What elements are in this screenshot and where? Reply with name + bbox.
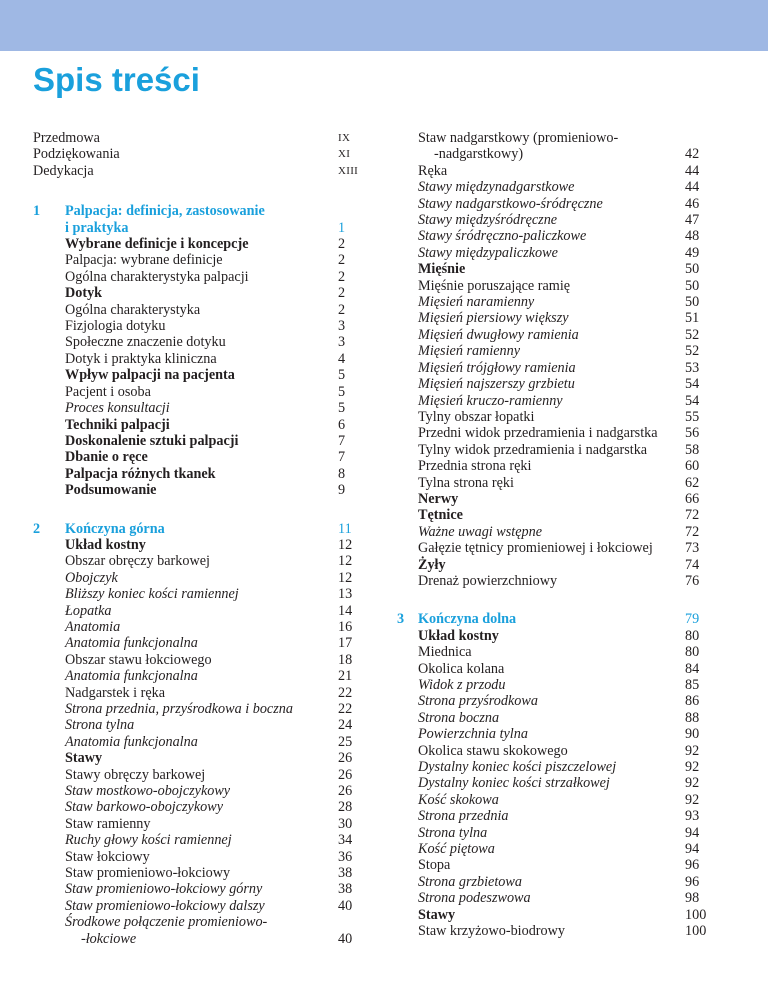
toc-entry[interactable]	[33, 816, 362, 832]
entry-page: 28	[338, 799, 353, 816]
entry-page: 46	[685, 195, 700, 212]
toc-entry[interactable]	[397, 475, 711, 491]
chapter-number: 1	[33, 203, 41, 220]
toc-entry[interactable]	[397, 310, 711, 326]
toc-entry[interactable]	[397, 507, 711, 523]
entry-title: Staw mostkowo-obojczykowy	[65, 783, 231, 800]
toc-entry[interactable]	[33, 351, 362, 367]
toc-entry[interactable]	[397, 228, 711, 244]
entry-page: 73	[685, 540, 700, 557]
entry-title-cont: -łokciowe	[81, 930, 137, 947]
toc-entry[interactable]	[33, 482, 362, 498]
entry-title: Dystalny koniec kości piszczelowej	[418, 759, 617, 776]
entry-page: 5	[338, 400, 346, 417]
toc-entry[interactable]	[33, 832, 362, 848]
toc-entry[interactable]	[33, 865, 362, 881]
toc-entry[interactable]	[33, 537, 362, 553]
entry-page: 9	[338, 482, 346, 499]
entry-title: Staw promieniowo-łokciowy dalszy	[65, 897, 265, 914]
entry-page: 96	[685, 873, 700, 890]
toc-entry[interactable]	[397, 245, 711, 261]
entry-page: 98	[685, 890, 700, 907]
entry-title: Strona przednia, przyśrodkowa i boczna	[65, 701, 293, 717]
entry-page: 84	[685, 660, 700, 677]
entry-page: 26	[338, 750, 353, 767]
toc-entry[interactable]	[33, 881, 362, 897]
entry-title: Tętnice	[418, 507, 463, 524]
toc-entry[interactable]	[33, 400, 362, 416]
toc-entry[interactable]	[33, 652, 362, 668]
toc-entry[interactable]	[397, 792, 711, 808]
entry-title: Ogólna charakterystyka	[65, 301, 201, 318]
entry-title: Stawy międzypaliczkowe	[418, 244, 558, 261]
toc-entry[interactable]	[397, 442, 711, 458]
chapter-2-heading[interactable]	[33, 521, 362, 537]
chapter-title-cont: i praktyka	[65, 219, 129, 236]
entry-page: 38	[338, 865, 353, 882]
entry-title: Dedykacja	[33, 162, 94, 179]
entry-page: 49	[685, 244, 700, 261]
entry-page: 5	[338, 367, 346, 384]
entry-title: Żyły	[418, 556, 446, 573]
toc-entry[interactable]	[397, 360, 711, 376]
entry-page: 44	[685, 162, 700, 179]
entry-title: Nadgarstek i ręka	[65, 684, 166, 701]
top-band	[0, 0, 768, 51]
entry-title: Staw nadgarstkowy (promieniowo-	[418, 130, 619, 146]
entry-page: 6	[338, 416, 346, 433]
entry-title: Dystalny koniec kości strzałkowej	[418, 775, 610, 792]
entry-page: 50	[685, 277, 700, 294]
entry-title: Strona tylna	[418, 824, 488, 841]
toc-entry[interactable]	[397, 179, 711, 195]
toc-entry[interactable]	[397, 343, 711, 359]
toc-entry[interactable]	[397, 644, 711, 660]
entry-title: Staw łokciowy	[65, 848, 150, 865]
toc-entry[interactable]	[397, 775, 711, 791]
entry-page: 40	[338, 897, 353, 914]
entry-page: 12	[338, 553, 353, 570]
toc-entry[interactable]	[397, 759, 711, 775]
toc-entry[interactable]	[397, 874, 711, 890]
entry-title: Mięsień ramienny	[418, 343, 521, 360]
entry-title: Kość skokowa	[418, 791, 499, 808]
entry-page: 7	[338, 432, 346, 449]
toc-entry[interactable]	[397, 710, 711, 726]
entry-title: Tylna strona ręki	[418, 474, 514, 491]
entry-page: 50	[685, 261, 700, 278]
entry-page: 8	[338, 465, 346, 482]
entry-title: Anatomia	[65, 618, 121, 635]
entry-title: Ważne uwagi wstępne	[418, 523, 543, 540]
entry-title: Stopa	[418, 857, 451, 874]
toc-entry[interactable]	[33, 302, 362, 318]
entry-page: 66	[685, 490, 700, 507]
entry-page: 2	[338, 268, 346, 285]
entry-title: Anatomia funkcjonalna	[65, 668, 198, 685]
chapter-page: 79	[685, 611, 700, 628]
toc-entry[interactable]	[397, 923, 711, 939]
toc-entry[interactable]	[397, 212, 711, 228]
toc-entry[interactable]	[397, 294, 711, 310]
entry-page: 42	[685, 146, 700, 163]
entry-title: Wybrane definicje i koncepcje	[65, 236, 249, 253]
entry-title: Techniki palpacji	[65, 416, 170, 433]
entry-title: Nerwy	[418, 490, 459, 507]
entry-page: 52	[685, 343, 700, 360]
entry-title: Obojczyk	[65, 569, 118, 586]
entry-page: 55	[685, 408, 700, 425]
entry-title: Okolica kolana	[418, 660, 505, 677]
entry-title: Widok z przodu	[418, 677, 506, 693]
entry-title-cont: -nadgarstkowy)	[434, 146, 524, 163]
entry-title: Wpływ palpacji na pacjenta	[65, 367, 235, 384]
entry-title: Staw promieniowo-łokciowy	[65, 865, 231, 882]
entry-page: 40	[338, 930, 353, 947]
toc-entry[interactable]	[397, 808, 711, 824]
entry-page: 3	[338, 334, 346, 351]
entry-title: Stawy obręczy barkowej	[65, 766, 206, 783]
toc-entry[interactable]	[397, 196, 711, 212]
entry-page: 92	[685, 791, 700, 808]
entry-title: Anatomia funkcjonalna	[65, 635, 198, 652]
toc-entry[interactable]	[33, 466, 362, 482]
toc-entry[interactable]	[397, 825, 711, 841]
entry-title: Przedmowa	[33, 130, 100, 146]
toc-entry[interactable]	[397, 163, 711, 179]
entry-title: Staw barkowo-obojczykowy	[65, 799, 224, 816]
entry-page: 22	[338, 701, 353, 717]
page-title: Spis treści	[33, 61, 200, 98]
entry-title: Tylny widok przedramienia i nadgarstka	[418, 441, 648, 458]
entry-page: 13	[338, 586, 353, 603]
chapter-title: Kończyna dolna	[418, 611, 517, 628]
toc-entry[interactable]	[397, 261, 711, 277]
entry-title: Mięśnie poruszające ramię	[418, 277, 571, 294]
chapter-title: Kończyna górna	[65, 520, 165, 537]
toc-entry[interactable]	[33, 449, 362, 465]
entry-page: 2	[338, 236, 346, 253]
entry-title: Mięsień trójgłowy ramienia	[418, 359, 576, 376]
toc-entry[interactable]	[33, 586, 362, 602]
entry-page: 60	[685, 458, 700, 475]
entry-page: 100	[685, 923, 707, 940]
entry-title: Ogólna charakterystyka palpacji	[65, 268, 249, 285]
entry-page: 22	[338, 684, 353, 701]
toc-entry[interactable]	[33, 750, 362, 766]
entry-page: 3	[338, 318, 346, 335]
toc-entry[interactable]	[397, 726, 711, 742]
entry-page: 2	[338, 285, 346, 302]
entry-page: 21	[338, 668, 353, 685]
toc-entry[interactable]	[33, 783, 362, 799]
toc-entry[interactable]	[397, 841, 711, 857]
entry-title: Przedni widok przedramienia i nadgarstka	[418, 425, 658, 442]
toc-entry[interactable]	[33, 767, 362, 783]
entry-page: 52	[685, 326, 700, 343]
chapter-number: 3	[397, 611, 405, 628]
entry-page: 76	[685, 572, 700, 589]
entry-page: 30	[338, 815, 353, 832]
entry-title: Strona przyśrodkowa	[418, 693, 538, 710]
entry-title: Przednia strona ręki	[418, 458, 532, 475]
entry-page: 85	[685, 677, 700, 693]
entry-page: 2	[338, 252, 346, 269]
entry-page: 51	[685, 310, 700, 327]
entry-page: 80	[685, 644, 700, 661]
entry-title: Stawy	[65, 750, 103, 767]
entry-title: Mięsień naramienny	[418, 294, 535, 311]
toc-entry[interactable]	[33, 849, 362, 865]
entry-page: 92	[685, 759, 700, 776]
entry-title: Stawy międzynadgarstkowe	[418, 179, 575, 196]
entry-page: 93	[685, 808, 700, 825]
entry-title: Fizjologia dotyku	[65, 318, 166, 335]
entry-page: 72	[685, 523, 700, 540]
toc-entry[interactable]	[397, 557, 711, 573]
entry-page: 47	[685, 212, 700, 229]
entry-title: Dotyk i praktyka kliniczna	[65, 350, 217, 367]
entry-page: 26	[338, 783, 353, 800]
toc-entry[interactable]	[33, 701, 362, 717]
toc-entry[interactable]	[397, 524, 711, 540]
entry-title: Mięsień piersiowy większy	[418, 310, 569, 327]
entry-title: Układ kostny	[65, 536, 146, 553]
toc-entry[interactable]	[397, 743, 711, 759]
entry-title: Palpacja: wybrane definicje	[65, 252, 223, 269]
toc-entry-front-matter[interactable]	[33, 130, 362, 146]
toc-entry[interactable]	[397, 458, 711, 474]
toc-entry[interactable]	[397, 393, 711, 409]
toc-entry[interactable]	[33, 433, 362, 449]
entry-title: Łopatka	[65, 602, 112, 619]
entry-title: Mięsień kruczo-ramienny	[418, 392, 563, 409]
toc-entry-front-matter[interactable]	[33, 163, 362, 179]
toc-entry[interactable]	[33, 417, 362, 433]
toc-entry[interactable]	[33, 898, 362, 914]
entry-title: Okolica stawu skokowego	[418, 742, 568, 759]
toc-entry[interactable]	[397, 890, 711, 906]
entry-page: 90	[685, 726, 700, 743]
toc-entry[interactable]	[397, 907, 711, 923]
entry-page: 12	[338, 536, 353, 553]
toc-entry[interactable]	[397, 130, 711, 163]
entry-title: Palpacja różnych tkanek	[65, 465, 216, 482]
toc-entry[interactable]	[397, 278, 711, 294]
toc-entry[interactable]	[33, 734, 362, 750]
toc-entry[interactable]	[33, 799, 362, 815]
entry-page: 80	[685, 627, 700, 644]
entry-title: Tylny obszar łopatki	[418, 408, 535, 425]
chapter-number: 2	[33, 520, 41, 537]
chapter-1-heading[interactable]	[33, 203, 362, 236]
entry-page: 2	[338, 301, 346, 318]
toc-entry[interactable]	[33, 570, 362, 586]
entry-title: Miednica	[418, 644, 472, 661]
entry-page: 62	[685, 474, 700, 491]
toc-entry[interactable]	[33, 334, 362, 350]
entry-page: 94	[685, 841, 700, 858]
entry-page: 72	[685, 507, 700, 524]
entry-title: Obszar stawu łokciowego	[65, 651, 212, 668]
entry-page: 53	[685, 359, 700, 376]
toc-entry[interactable]	[33, 269, 362, 285]
entry-title: Społeczne znaczenie dotyku	[65, 334, 226, 351]
toc-entry[interactable]	[397, 857, 711, 873]
entry-page: 48	[685, 228, 700, 245]
toc-entry[interactable]	[33, 252, 362, 268]
entry-title: Strona przednia	[418, 808, 509, 825]
entry-title: Strona podeszwowa	[418, 890, 531, 907]
toc-entry[interactable]	[397, 491, 711, 507]
entry-title: Stawy	[418, 906, 456, 923]
chapter-page: 11	[338, 520, 352, 537]
entry-page: 24	[338, 717, 353, 734]
entry-page: 38	[338, 881, 353, 898]
toc-entry[interactable]	[33, 553, 362, 569]
entry-title: Kość piętowa	[418, 841, 495, 858]
toc-entry[interactable]	[33, 318, 362, 334]
entry-page: 25	[338, 733, 353, 750]
entry-title: Stawy śródręczno-paliczkowe	[418, 228, 587, 245]
entry-page: 58	[685, 441, 700, 458]
toc-entry[interactable]	[33, 603, 362, 619]
toc-entry[interactable]	[33, 236, 362, 252]
toc-entry[interactable]	[33, 619, 362, 635]
entry-page: 18	[338, 651, 353, 668]
toc-entry[interactable]	[397, 376, 711, 392]
entry-title: Staw ramienny	[65, 815, 151, 832]
entry-page: XIII	[338, 164, 359, 177]
entry-title: Stawy nadgarstkowo-śródręczne	[418, 195, 603, 212]
entry-title: Strona boczna	[418, 709, 500, 726]
toc-entry[interactable]	[33, 668, 362, 684]
entry-page: 86	[685, 693, 700, 710]
entry-title: Mięśnie	[418, 261, 466, 278]
entry-title: Strona grzbietowa	[418, 873, 522, 890]
entry-page: 5	[338, 383, 346, 400]
entry-page: 14	[338, 602, 353, 619]
entry-title: Obszar obręczy barkowej	[65, 553, 210, 570]
entry-title: Drenaż powierzchniowy	[418, 572, 558, 589]
toc-entry[interactable]	[33, 285, 362, 301]
toc-entry[interactable]	[33, 635, 362, 651]
entry-title: Proces konsultacji	[65, 400, 170, 417]
entry-title: Strona tylna	[65, 717, 135, 734]
entry-page: IX	[338, 132, 351, 144]
entry-page: 100	[685, 906, 707, 923]
entry-page: 54	[685, 376, 700, 393]
entry-page: 34	[338, 832, 353, 849]
toc-entry[interactable]	[397, 628, 711, 644]
entry-page: 92	[685, 775, 700, 792]
toc-entry[interactable]	[397, 327, 711, 343]
toc-entry-front-matter[interactable]	[33, 146, 362, 162]
entry-title: Anatomia funkcjonalna	[65, 733, 198, 750]
entry-title: Stawy międzyśródręczne	[418, 212, 558, 229]
toc-entry[interactable]	[397, 409, 711, 425]
entry-title: Powierzchnia tylna	[418, 726, 528, 743]
chapter-3-heading[interactable]	[397, 611, 711, 627]
entry-title: Gałęzie tętnicy promieniowej i łokciowej	[418, 540, 653, 557]
toc-entry[interactable]	[397, 693, 711, 709]
toc-entry[interactable]	[33, 685, 362, 701]
entry-page: 96	[685, 857, 700, 874]
entry-page: 56	[685, 425, 700, 442]
entry-title: Środkowe połączenie promieniowo-	[65, 914, 268, 931]
entry-page: 50	[685, 294, 700, 311]
entry-page: 4	[338, 350, 346, 367]
entry-page: 17	[338, 635, 353, 652]
toc-entry[interactable]	[397, 677, 711, 693]
toc-entry[interactable]	[397, 573, 711, 589]
chapter-title: Palpacja: definicja, zastosowanie	[65, 203, 265, 220]
entry-page: 88	[685, 709, 700, 726]
entry-title: Podziękowania	[33, 146, 120, 163]
entry-title: Dbanie o ręce	[65, 449, 148, 466]
toc-left-column	[33, 130, 362, 947]
entry-page: 36	[338, 848, 353, 865]
entry-page: 26	[338, 766, 353, 783]
chapter-page: 1	[338, 219, 346, 236]
toc-entry[interactable]	[397, 661, 711, 677]
entry-page: 16	[338, 618, 353, 635]
entry-page: XI	[338, 148, 351, 161]
entry-page: 94	[685, 824, 700, 841]
entry-title: Dotyk	[65, 285, 103, 302]
entry-title: Ruchy głowy kości ramiennej	[65, 832, 232, 849]
entry-title: Doskonalenie sztuki palpacji	[65, 432, 239, 449]
entry-title: Ręka	[418, 162, 448, 179]
entry-title: Mięsień najszerszy grzbietu	[418, 376, 575, 393]
toc-entry[interactable]	[397, 540, 711, 556]
toc-entry[interactable]	[397, 425, 711, 441]
entry-page: 54	[685, 392, 700, 409]
entry-title: Staw krzyżowo-biodrowy	[418, 923, 565, 940]
entry-title: Mięsień dwugłowy ramienia	[418, 326, 579, 343]
toc-right-column	[397, 130, 711, 940]
entry-page: 44	[685, 179, 700, 196]
entry-page: 92	[685, 742, 700, 759]
toc-entry[interactable]	[33, 384, 362, 400]
entry-title: Układ kostny	[418, 627, 499, 644]
entry-title: Pacjent i osoba	[65, 383, 151, 400]
entry-title: Podsumowanie	[65, 482, 157, 499]
entry-title: Staw promieniowo-łokciowy górny	[65, 881, 263, 898]
toc-entry[interactable]	[33, 914, 362, 947]
entry-page: 74	[685, 556, 700, 573]
toc-entry[interactable]	[33, 367, 362, 383]
toc-entry[interactable]	[33, 717, 362, 733]
entry-title: Bliższy koniec kości ramiennej	[65, 586, 239, 603]
entry-page: 7	[338, 449, 346, 466]
entry-page: 12	[338, 569, 353, 586]
